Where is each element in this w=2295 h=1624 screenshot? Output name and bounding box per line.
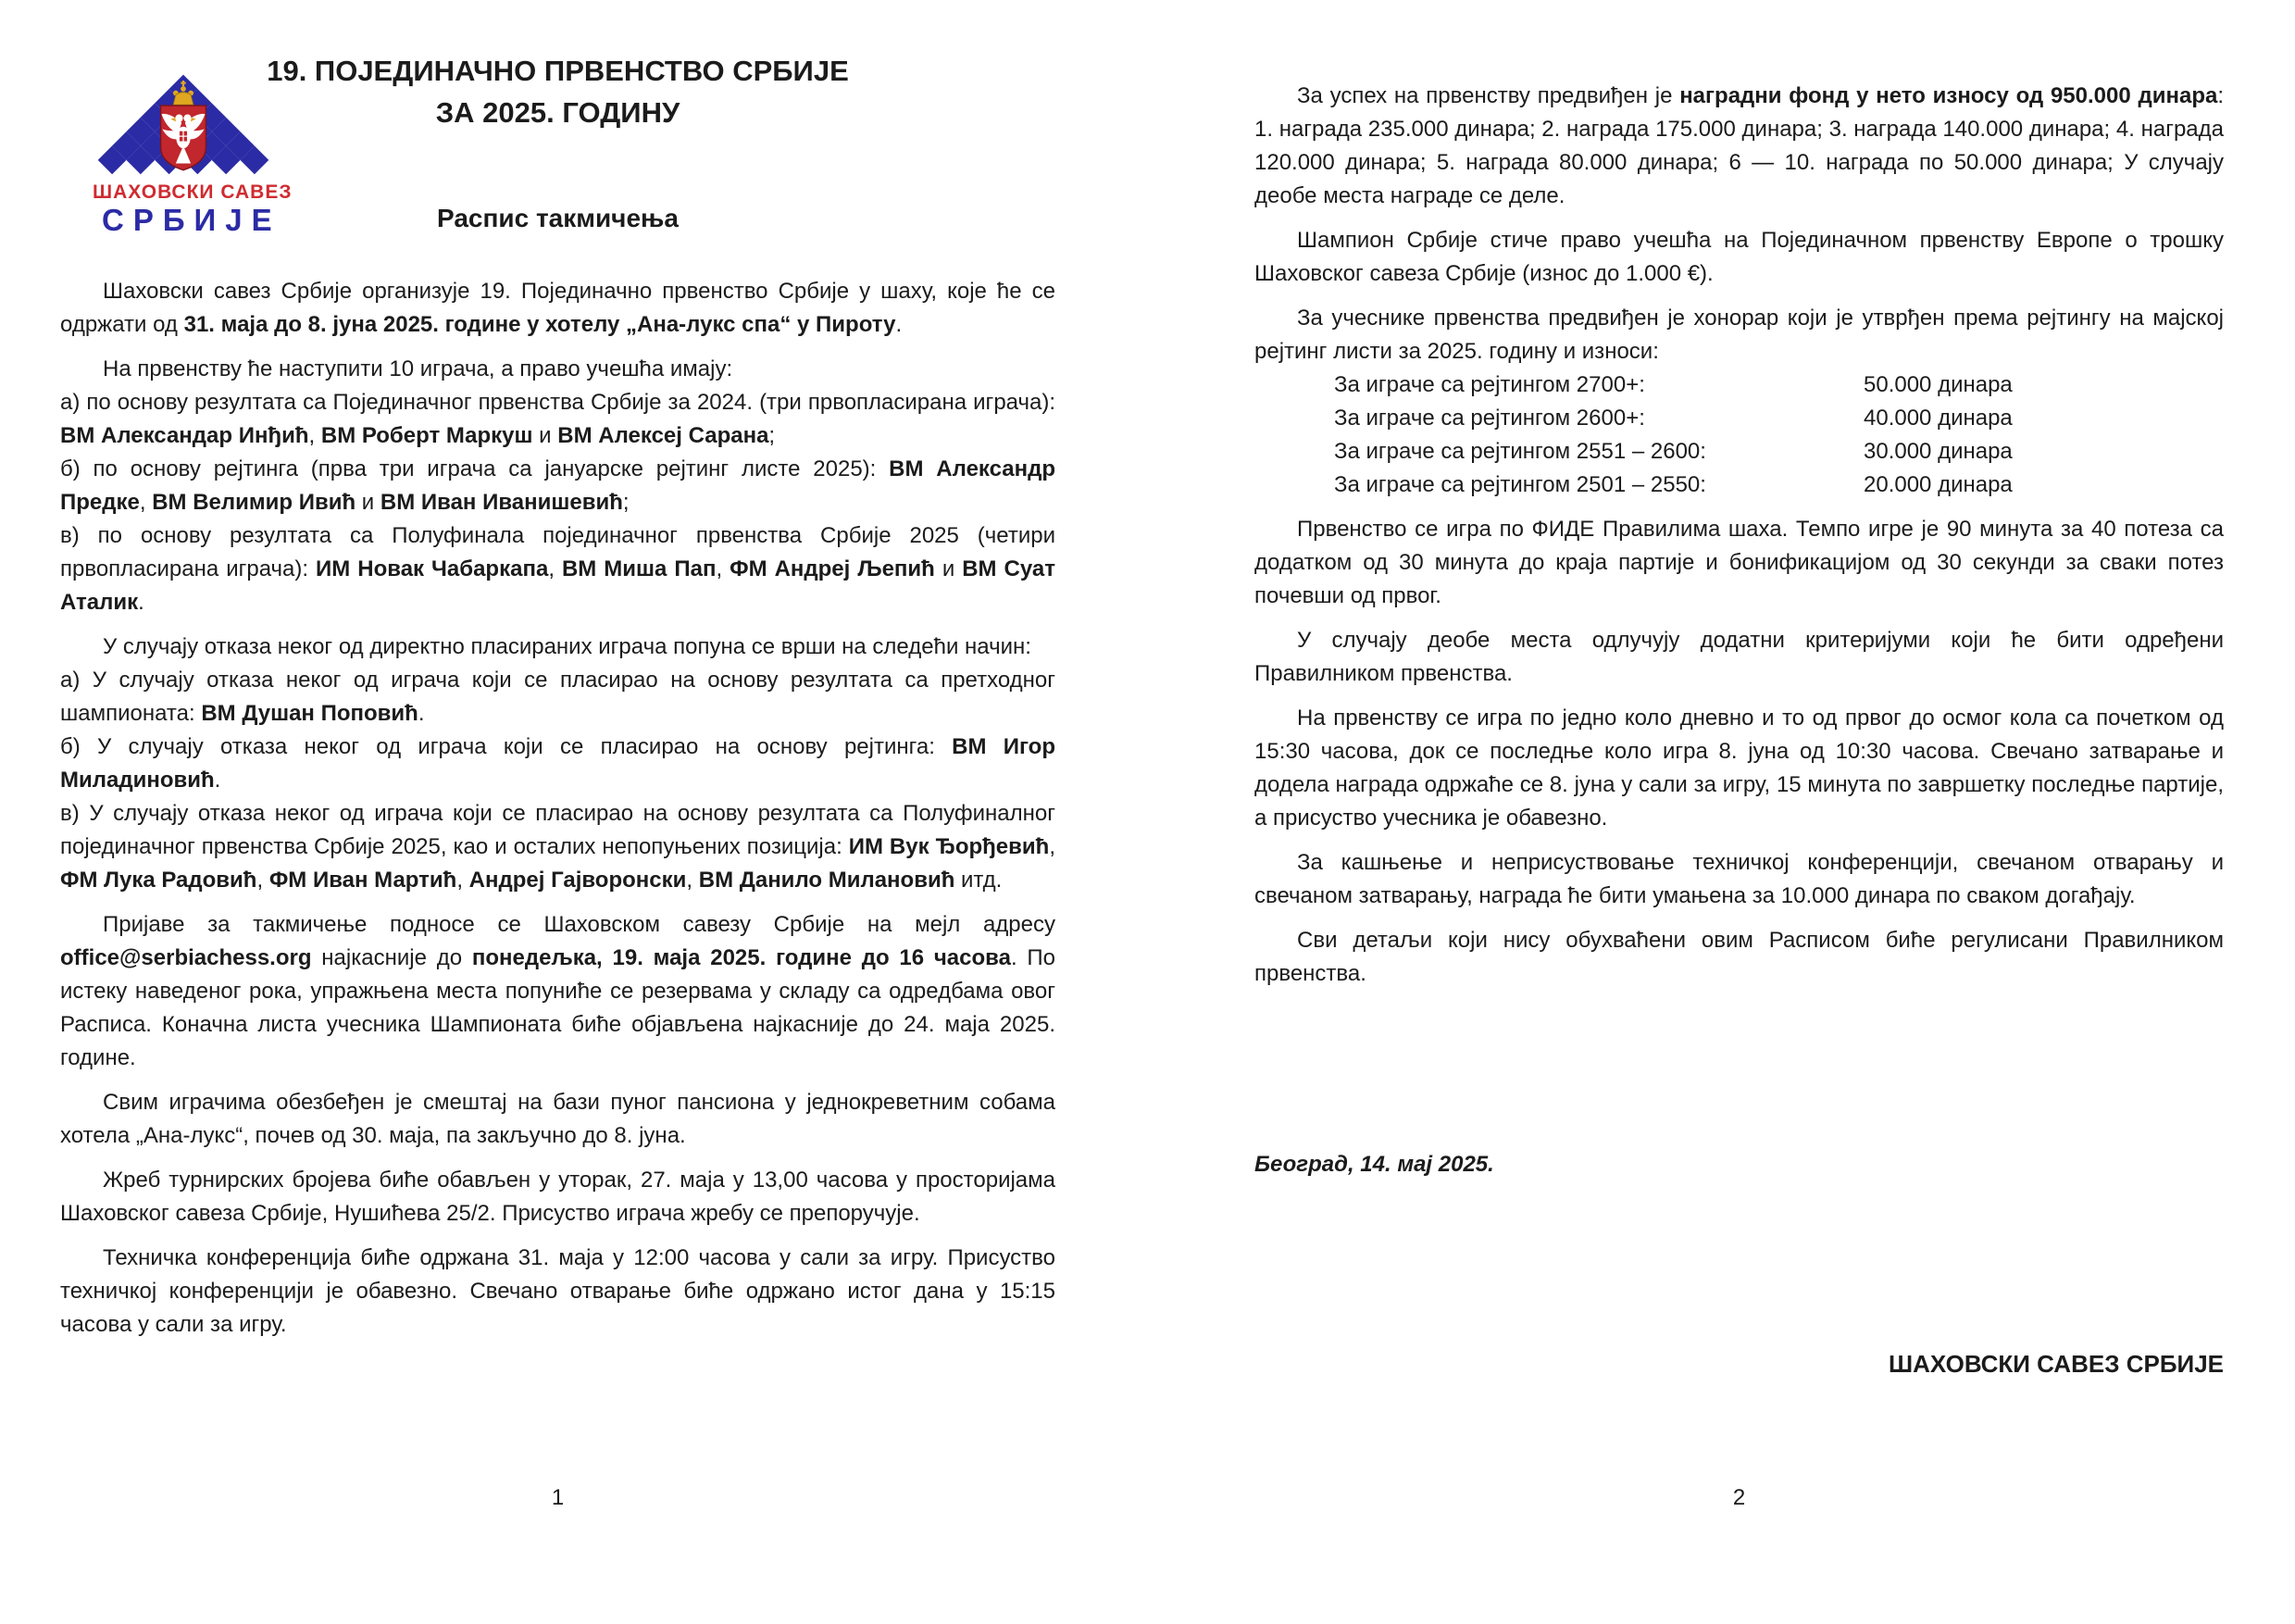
replacement-item-b: б) У случају отказа неког од играча који се пласирао на основу рејтинга: ВМ Игор Миладиновић. — [60, 734, 1056, 793]
page1-number: 1 — [551, 1485, 565, 1510]
paragraph-fide-rules: Првенство се игра по ФИДЕ Правилима шаха. Темпо игре је 90 минута за 40 потеза са додатком од 30 минута до краја партије и бонификацијом од 30 секунди за сваки потез почевши од првог. — [1254, 517, 2224, 608]
rating-range-label: За играче са рејтингом 2551 – 2600: — [1334, 439, 1706, 464]
replacement-item-v: в) У случају отказа неког од играча који се пласирао на основу резултата са Полуфиналног појединачног првенства Србије 2025, као и осталих непопуњених позиција: ИМ Вук Ђорђевић, ФМ Лука Радовић, ФМ Иван Мартић, Андреј Гајворонски, ВМ Данило Милановић итд. — [60, 801, 1055, 893]
honorarium-amount: 50.000 динара — [1864, 372, 2013, 397]
document-header — [60, 50, 1055, 233]
rating-range-label: За играче са рејтингом 2600+: — [1334, 406, 1645, 431]
honorarium-row — [1254, 369, 2224, 402]
eligibility-item-b: б) по основу рејтинга (прва три играча са јануарске рејтинг листе 2025): ВМ Александр Предке, ВМ Велимир Ивић и ВМ Иван Иванишевић; — [60, 456, 1055, 515]
eligibility-intro: На првенству ће наступити 10 играча, а право учешћа имају: — [103, 356, 733, 381]
page1-text-column — [60, 275, 1055, 1353]
rating-range-label: За играче са рејтингом 2700+: — [1334, 372, 1645, 397]
replacement-intro: У случају отказа неког од директно пласираних играча попуна се врши на следећи начин: — [103, 634, 1031, 659]
paragraph-accommodation: Свим играчима обезбеђен је смештај на бази пуног пансиона у једнокреветним собама хотела „Ана-лукс“, почев од 30. маја, па закључно до 8. јуна. — [60, 1090, 1055, 1148]
page2-text-column — [1254, 80, 2224, 1002]
paragraph-other-details: Сви детаљи који нису обухваћени овим Расписом биће регулисани Правилником првенства. — [1254, 928, 2224, 986]
paragraph-organizer: Шаховски савез Србије организује 19. Појединачно првенство Србије у шаху, које ће се одржати од 31. маја до 8. јуна 2025. године у хотелу „Ана-лукс спа“ у Пироту. — [60, 279, 1055, 337]
rating-range-label: За играче са рејтингом 2501 – 2550: — [1334, 472, 1706, 497]
eligibility-item-a: а) по основу резултата са Појединачног првенства Србије за 2024. (три првопласирана играча): ВМ Александар Инђић, ВМ Роберт Маркуш и ВМ Алексеј Сарана; — [60, 390, 1055, 448]
honorarium-row — [1254, 435, 2224, 468]
paragraph-applications: Пријаве за такмичење подносе се Шаховском савезу Србије на мејл адресу office@serbiachess.org најкасније до понедељка, 19. маја 2025. године до 16 часова. По истеку наведеног рока, упражњена места попуниће се резервама у складу са одредбама овог Расписа. Коначна листа учесника Шампионата биће објављена најкасније до 24. маја 2025. године. — [60, 912, 1056, 1070]
replacement-list — [60, 631, 1055, 897]
honorarium-table — [1254, 369, 2224, 502]
honorarium-section — [1254, 302, 2224, 502]
paragraph-champion-rights: Шампион Србије стиче право учешћа на Појединачном првенству Европе о трошку Шаховског савеза Србије (износ до 1.000 €). — [1254, 228, 2224, 286]
honorarium-amount: 30.000 динара — [1864, 439, 2013, 464]
logo-text-serbia: СРБИЈЕ — [102, 203, 281, 237]
honorarium-intro: За учеснике првенства предвиђен је хонорар који је утврђен према рејтингу на мајској рејтинг листи за 2025. годину и износи: — [1254, 306, 2224, 364]
honorarium-row — [1254, 402, 2224, 435]
paragraph-drawing-of-lots: Жреб турнирских бројева биће обављен у уторак, 27. маја у 13,00 часова у просторијама Шаховског савеза Србије, Нушићева 25/2. Присуство играча жребу се препоручује. — [60, 1168, 1055, 1226]
honorarium-amount: 40.000 динара — [1864, 406, 2013, 431]
paragraph-technical-conference: Техничка конференција биће одржана 31. маја у 12:00 часова у сали за игру. Присуство техничкој конференцији је обавезно. Свечано отварање биће одржано истог дана у 15:15 часова у сали за игру. — [60, 1245, 1055, 1337]
replacement-item-a: а) У случају отказа неког од играча који се пласирао на основу резултата са претходног шампионата: ВМ Душан Поповић. — [60, 668, 1055, 726]
document-title-line2: ЗА 2025. ГОДИНУ — [435, 96, 680, 129]
paragraph-prize-fund: За успех на првенству предвиђен је наградни фонд у нето износу од 950.000 динара: 1. награда 235.000 динара; 2. награда 175.000 динара; 3. награда 140.000 динара; 4. награда 120.000 динара; 5. награда 80.000 динара; 6 — 10. награда по 50.000 динара; У случају деобе места награде се деле. — [1254, 83, 2224, 208]
page2-number: 2 — [1732, 1485, 1746, 1510]
eligibility-item-v: в) по основу резултата са Полуфинала појединачног првенства Србије 2025 (четири првопласирана играча): ИМ Новак Чабаркапа, ВМ Миша Пап, ФМ Андреј Љепић и ВМ Суат Аталик. — [60, 523, 1055, 615]
paragraph-penalties: За кашњење и неприсуствовање техничкој конференцији, свечаном отварању и свечаном затварању, награда ће бити умањена за 10.000 динара по сваком догађају. — [1254, 850, 2224, 908]
honorarium-amount: 20.000 динара — [1864, 472, 2013, 497]
honorarium-row — [1254, 468, 2224, 502]
signature-organization: ШАХОВСКИ САВЕЗ СРБИЈЕ — [1889, 1350, 2224, 1378]
eligibility-list — [60, 353, 1055, 619]
paragraph-tiebreak: У случају деобе места одлучују додатни критеријуми који ће бити одређени Правилником првенства. — [1254, 628, 2224, 686]
document-subtitle: Распис такмичења — [437, 204, 679, 232]
logo-text-federation: ШАХОВСКИ САВЕЗ — [93, 181, 293, 203]
dateline: Београд, 14. мај 2025. — [1254, 1152, 1494, 1177]
document-title-line1: 19. ПОЈЕДИНАЧНО ПРВЕНСТВО СРБИЈЕ — [267, 55, 849, 87]
paragraph-schedule: На првенству се игра по једно коло дневно и то од првог до осмог кола са почетком од 15:30 часова, док се последње коло игра 8. јуна од 10:30 часова. Свечано затварање и додела награда одржаће се 8. јуна у сали за игру, 15 минута по завршетку последње партије, а присуство учесника је обавезно. — [1254, 706, 2224, 831]
